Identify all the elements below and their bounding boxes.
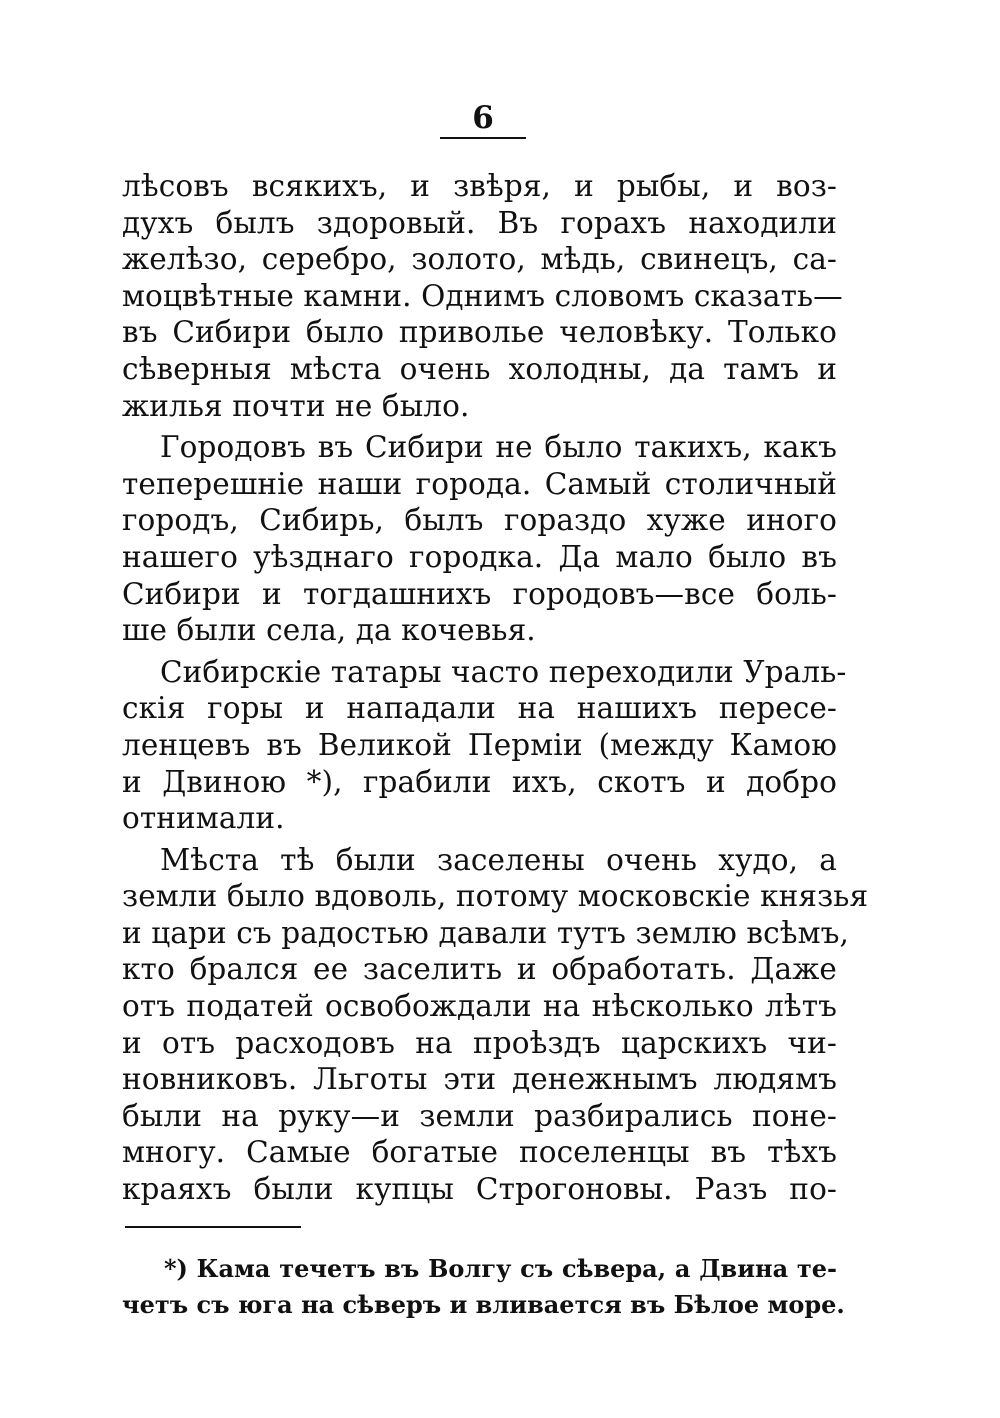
text-line: краяхъ были купцы Строгоновы. Разъ по-: [122, 1172, 837, 1207]
text-line: желѣзо, серебро, золото, мѣдь, свинецъ, са-: [122, 242, 837, 277]
text-line: въ Сибири было приволье человѣку. Только: [122, 315, 837, 350]
paragraph: [122, 842, 869, 1208]
body-text: [122, 168, 869, 1208]
text-line: Сибирскіе татары часто переходили Ураль-: [160, 654, 847, 689]
text-line: теперешніе наши города. Самый столичный: [122, 466, 837, 501]
text-line: и отъ расходовъ на проѣздъ царскихъ чи-: [122, 1025, 837, 1060]
footnote-line: четъ съ юга на сѣверъ и вливается въ Бѣлое море.: [122, 1290, 845, 1319]
text-line: и Двиною *), грабили ихъ, скотъ и добро: [122, 764, 837, 799]
text-line: сѣверныя мѣста очень холодны, да тамъ и: [122, 351, 837, 386]
page-number-rule: [440, 137, 526, 139]
text-line: кто брался ее заселить и обработать. Даже: [122, 952, 837, 987]
text-line: Городовъ въ Сибири не было такихъ, какъ: [160, 430, 837, 465]
text-line: нашего уѣзднаго городка. Да мало было въ: [122, 539, 837, 574]
paragraph: [122, 429, 837, 649]
paragraph: [122, 654, 847, 837]
text-line: и цари съ радостью давали тутъ землю всѣмъ,: [122, 915, 850, 950]
text-line: земли было вдоволь, потому московскіе князья: [122, 879, 869, 914]
text-line: лѣсовъ всякихъ, и звѣря, и рыбы, и воз-: [122, 169, 837, 203]
text-line: отнимали.: [122, 801, 285, 836]
footnote-line: *) Кама течетъ въ Волгу съ сѣвера, а Двина те-: [164, 1254, 837, 1283]
text-line: духъ былъ здоровый. Въ горахъ находили: [122, 205, 837, 240]
text-line: Мѣста тѣ были заселены очень худо, а: [160, 842, 837, 877]
page-number: 6: [472, 100, 494, 136]
text-line: ше были села, да кочевья.: [122, 613, 536, 648]
text-line: моцвѣтные камни. Однимъ словомъ сказать—: [122, 278, 843, 313]
footnote: [122, 1251, 845, 1323]
text-line: отъ податей освобождали на нѣсколько лѣтъ: [122, 989, 837, 1024]
text-line: Сибири и тогдашнихъ городовъ—все боль-: [122, 576, 837, 611]
text-line: городъ, Сибирь, былъ гораздо хуже иного: [122, 503, 837, 538]
text-line: жилья почти не было.: [122, 388, 470, 423]
text-line: ленцевъ въ Великой Перміи (между Камою: [122, 727, 837, 762]
text-line: скія горы и нападали на нашихъ пересе-: [122, 691, 837, 726]
text-line: новниковъ. Льготы эти денежнымъ людямъ: [122, 1062, 837, 1097]
paragraph: [122, 168, 843, 424]
text-line: многу. Самые богатые поселенцы въ тѣхъ: [122, 1135, 837, 1170]
text-line: были на руку—и земли разбирались поне-: [122, 1098, 837, 1133]
footnote-rule: [125, 1226, 301, 1228]
